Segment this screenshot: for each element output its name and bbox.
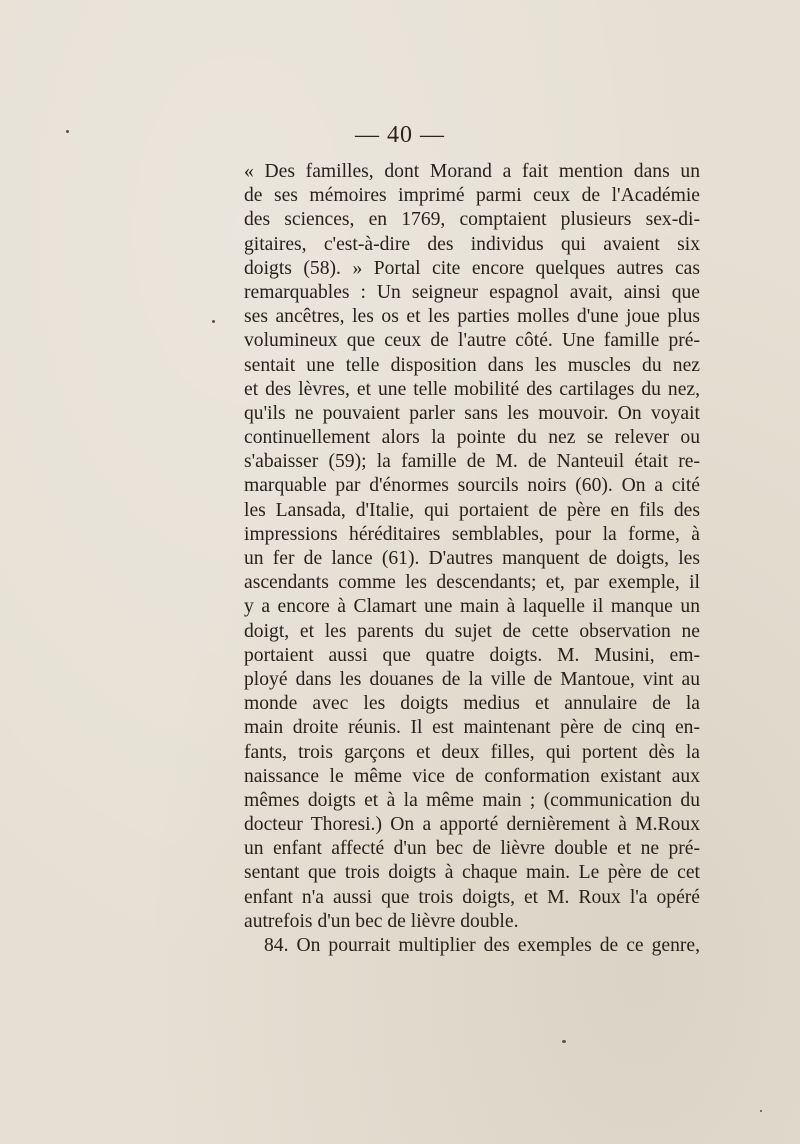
text-line: monde avec les doigts medius et annulaire de la	[244, 693, 700, 715]
text-line: main droite réunis. Il est maintenant père de cinq en-	[244, 717, 700, 739]
text-line: de ses mémoires imprimé parmi ceux de l'Académie	[244, 185, 700, 207]
text-line: naissance le même vice de conformation existant aux	[244, 765, 700, 787]
text-line: 84. On pourrait multiplier des exemples de ce genre,	[264, 935, 700, 956]
paper-speck	[562, 1040, 566, 1043]
text-line: impressions héréditaires semblables, pour la forme, à	[244, 523, 700, 545]
text-line: enfant n'a aussi que trois doigts, et M. Roux l'a opéré	[244, 886, 700, 908]
paper-speck	[760, 1110, 762, 1112]
paragraph-end-line: autrefois d'un bec de lièvre double.	[244, 910, 519, 932]
text-line: des sciences, en 1769, comptaient plusieurs sex-di-	[244, 209, 700, 231]
page-number: — 40 —	[355, 122, 445, 148]
text-line: mêmes doigts et à la même main ; (communication du	[244, 789, 700, 811]
text-line: gitaires, c'est-à-dire des individus qui avaient six	[244, 233, 700, 255]
text-line: et des lèvres, et une telle mobilité des cartilages du nez,	[244, 378, 700, 400]
paper-speck	[66, 130, 69, 133]
text-line: sentait une telle disposition dans les muscles du nez	[244, 354, 700, 376]
text-line: ployé dans les douanes de la ville de Mantoue, vint au	[244, 668, 700, 690]
body-text	[244, 160, 700, 958]
text-line: doigt, et les parents du sujet de cette observation ne	[244, 620, 700, 642]
text-line: portaient aussi que quatre doigts. M. Musini, em-	[244, 644, 700, 666]
text-line: doigts (58). » Portal cite encore quelques autres cas	[244, 257, 700, 279]
text-line: un enfant affecté d'un bec de lièvre double et ne pré-	[244, 838, 700, 860]
text-line: les Lansada, d'Italie, qui portaient de père en fils des	[244, 499, 700, 521]
text-line: qu'ils ne pouvaient parler sans les mouvoir. On voyait	[244, 402, 700, 424]
text-line: volumineux que ceux de l'autre côté. Une famille pré-	[244, 330, 700, 352]
text-line: sentant que trois doigts à chaque main. Le père de cet	[244, 862, 700, 884]
text-line: s'abaisser (59); la famille de M. de Nanteuil était re-	[244, 451, 700, 473]
text-line: remarquables : Un seigneur espagnol avait, ainsi que	[244, 281, 700, 303]
text-line: y a encore à Clamart une main à laquelle il manque un	[244, 596, 700, 618]
text-line: « Des familles, dont Morand a fait mention dans un	[244, 161, 700, 182]
text-line: un fer de lance (61). D'autres manquent de doigts, les	[244, 548, 700, 569]
text-line: docteur Thoresi.) On a apporté dernièrement à M.Roux	[244, 814, 700, 836]
text-line: ascendants comme les descendants; et, par exemple, il	[244, 572, 700, 594]
text-line: continuellement alors la pointe du nez se relever ou	[244, 427, 700, 449]
text-line: marquable par d'énormes sourcils noirs (60). On a cité	[244, 475, 700, 497]
text-line: ses ancêtres, les os et les parties molles d'une joue plus	[244, 306, 700, 328]
paper-speck	[212, 320, 215, 323]
text-line: fants, trois garçons et deux filles, qui portent dès la	[244, 741, 700, 763]
